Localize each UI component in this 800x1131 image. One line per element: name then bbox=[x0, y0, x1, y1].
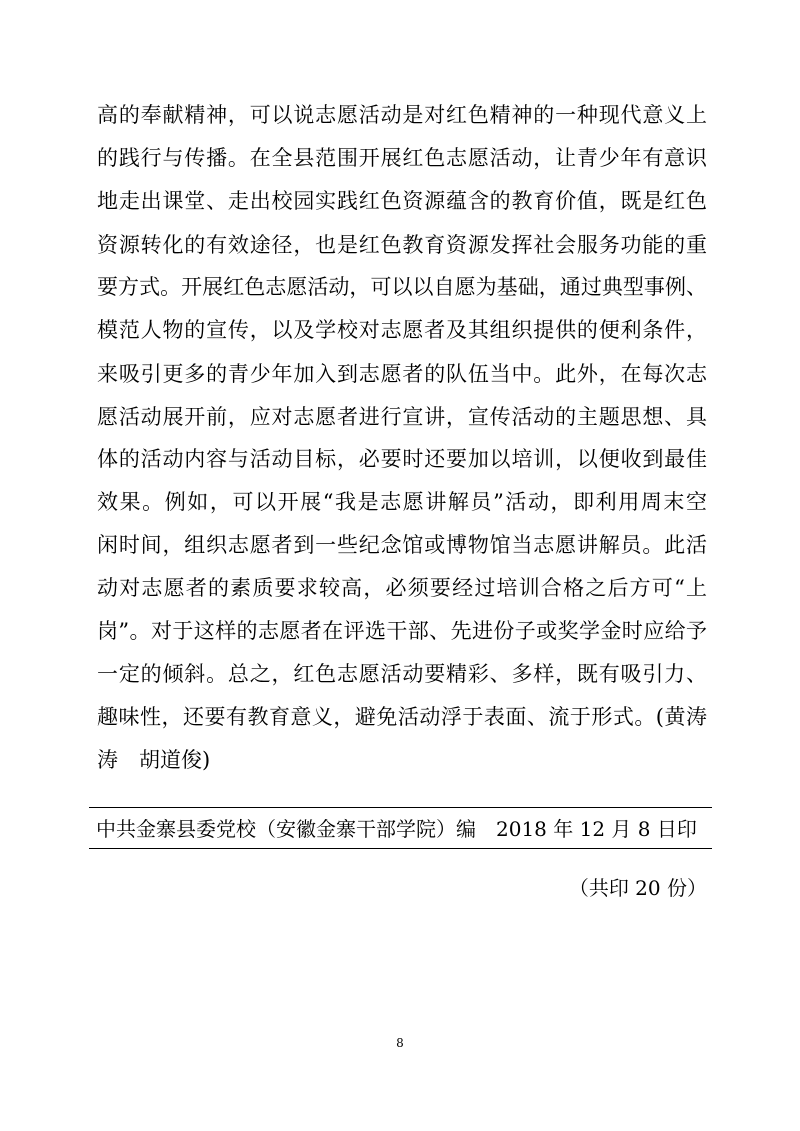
body-line: 一定的倾斜。总之，红色志愿活动要精彩、多样，既有吸引力、 bbox=[97, 662, 707, 686]
copies-count: （共印 20 份） bbox=[568, 876, 707, 900]
body-line: 来吸引更多的青少年加入到志愿者的队伍当中。此外，在每次志 bbox=[97, 362, 707, 386]
body-line: 闲时间，组织志愿者到一些纪念馆或博物馆当志愿讲解员。此活 bbox=[97, 533, 707, 557]
body-line: 体的活动内容与活动目标，必要时还要加以培训，以便收到最佳 bbox=[97, 447, 707, 471]
body-line: 岗”。对于这样的志愿者在评选干部、先进份子或奖学金时应给予 bbox=[97, 619, 707, 643]
body-line: 涛 胡道俊) bbox=[97, 748, 211, 772]
page-number: 8 bbox=[396, 1036, 404, 1050]
body-line: 动对志愿者的素质要求较高，必须要经过培训合格之后方可“上 bbox=[97, 576, 707, 600]
footer-top-rule bbox=[89, 807, 712, 808]
footer-bottom-rule bbox=[89, 848, 712, 849]
body-line: 模范人物的宣传，以及学校对志愿者及其组织提供的便利条件， bbox=[97, 318, 707, 342]
body-line: 的践行与传播。在全县范围开展红色志愿活动，让青少年有意识 bbox=[97, 146, 707, 170]
footer-imprint: 中共金寨县委党校（安徽金寨干部学院）编 2018 年 12 月 8 日印 bbox=[96, 817, 697, 841]
body-line: 趣味性，还要有教育意义，避免活动浮于表面、流于形式。(黄涛 bbox=[97, 705, 707, 729]
body-line: 愿活动展开前，应对志愿者进行宣讲，宣传活动的主题思想、具 bbox=[97, 405, 707, 429]
body-line: 效果。例如，可以开展“我是志愿讲解员”活动，即利用周末空 bbox=[97, 490, 707, 514]
body-line: 资源转化的有效途径，也是红色教育资源发挥社会服务功能的重 bbox=[97, 233, 707, 257]
body-line: 高的奉献精神，可以说志愿活动是对红色精神的一种现代意义上 bbox=[97, 103, 707, 127]
body-line: 要方式。开展红色志愿活动，可以以自愿为基础，通过典型事例、 bbox=[97, 275, 707, 299]
body-line: 地走出课堂、走出校园实践红色资源蕴含的教育价值，既是红色 bbox=[97, 189, 707, 213]
